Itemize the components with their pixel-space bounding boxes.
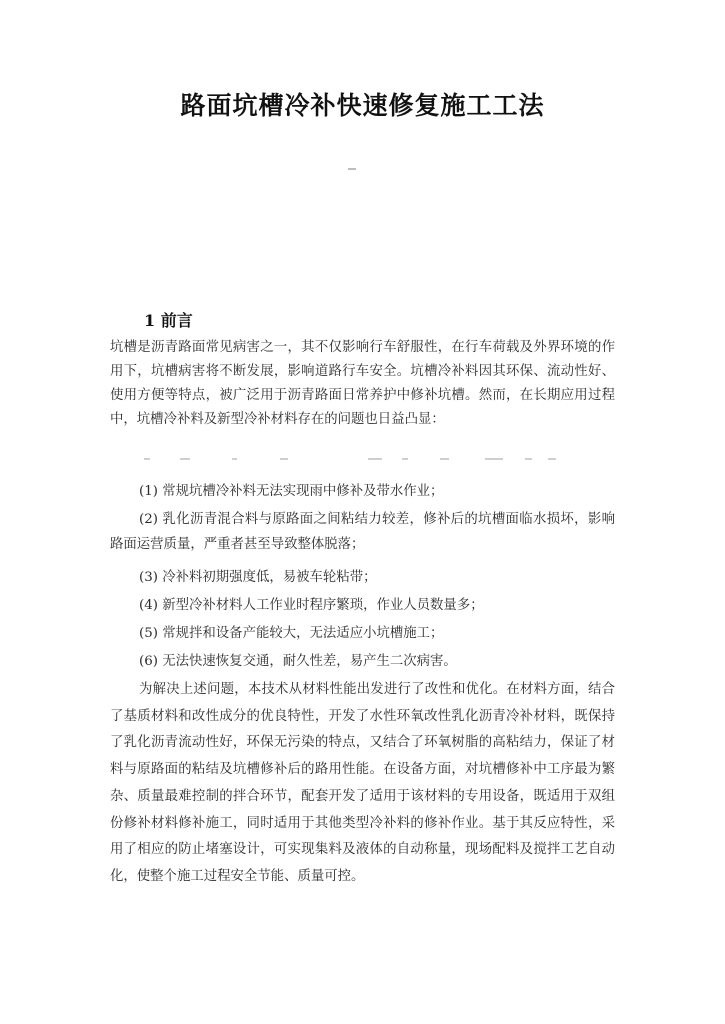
- problem-item: (6) 无法快速恢复交通，耐久性差，易产生二次病害。: [139, 654, 457, 669]
- scan-speck: [348, 168, 356, 170]
- problem-item: (1) 常规坑槽冷补料无法实现雨中修补及带水作业；: [139, 484, 444, 499]
- solution-paragraph: 为解决上述问题，本技术从材料性能出发进行了改性和优化。在材料方面，结合了基质材料和改性成分的优良特性，开发了水性环氧改性乳化沥青冷补材料，既保持了乳化沥青流动性好，环保无污染的特点，又结合了环氧树脂的高粘结力，保证了材料与原路面的粘结及坑槽修补后的路用性能。在设备方面，对坑槽修补中工序最为繁杂、质量最难控制的拌合环节，配套开发了适用于该材料的专用设备，既适用于双组份修补材料修补施工，同时适用于其他类型冷补料的修补作业。基于其反应特性，采用了相应的防止堵塞设计，可实现集料及液体的自动称量，现场配料及搅拌工艺自动化，使整个施工过程安全节能、质量可控。: [110, 682, 615, 884]
- scan-noise-line: [140, 456, 560, 462]
- section-heading: 1 前言: [144, 311, 193, 330]
- problem-item: (5) 常规拌和设备产能较大，无法适应小坑槽施工；: [139, 626, 444, 641]
- problem-item: (3) 冷补料初期强度低，易被车轮粘带；: [139, 570, 377, 585]
- problem-item: (4) 新型冷补材料人工作业时程序繁琐，作业人员数量多；: [139, 598, 484, 613]
- intro-paragraph: 坑槽是沥青路面常见病害之一，其不仅影响行车舒服性，在行车荷载及外界环境的作用下，坑槽病害将不断发展，影响道路行车安全。坑槽冷补料因其环保、流动性好、使用方便等特点，被广泛用于沥青路面日常养护中修补坑槽。然而，在长期应用过程中，坑槽冷补料及新型冷补材料存在的问题也日益凸显：: [110, 340, 615, 427]
- problem-item: (2) 乳化沥青混合料与原路面之间粘结力较差，修补后的坑槽面临水损坏，影响路面运营质量，严重者甚至导致整体脱落；: [110, 512, 615, 552]
- document-title: 路面坑槽冷补快速修复施工工法: [180, 91, 545, 120]
